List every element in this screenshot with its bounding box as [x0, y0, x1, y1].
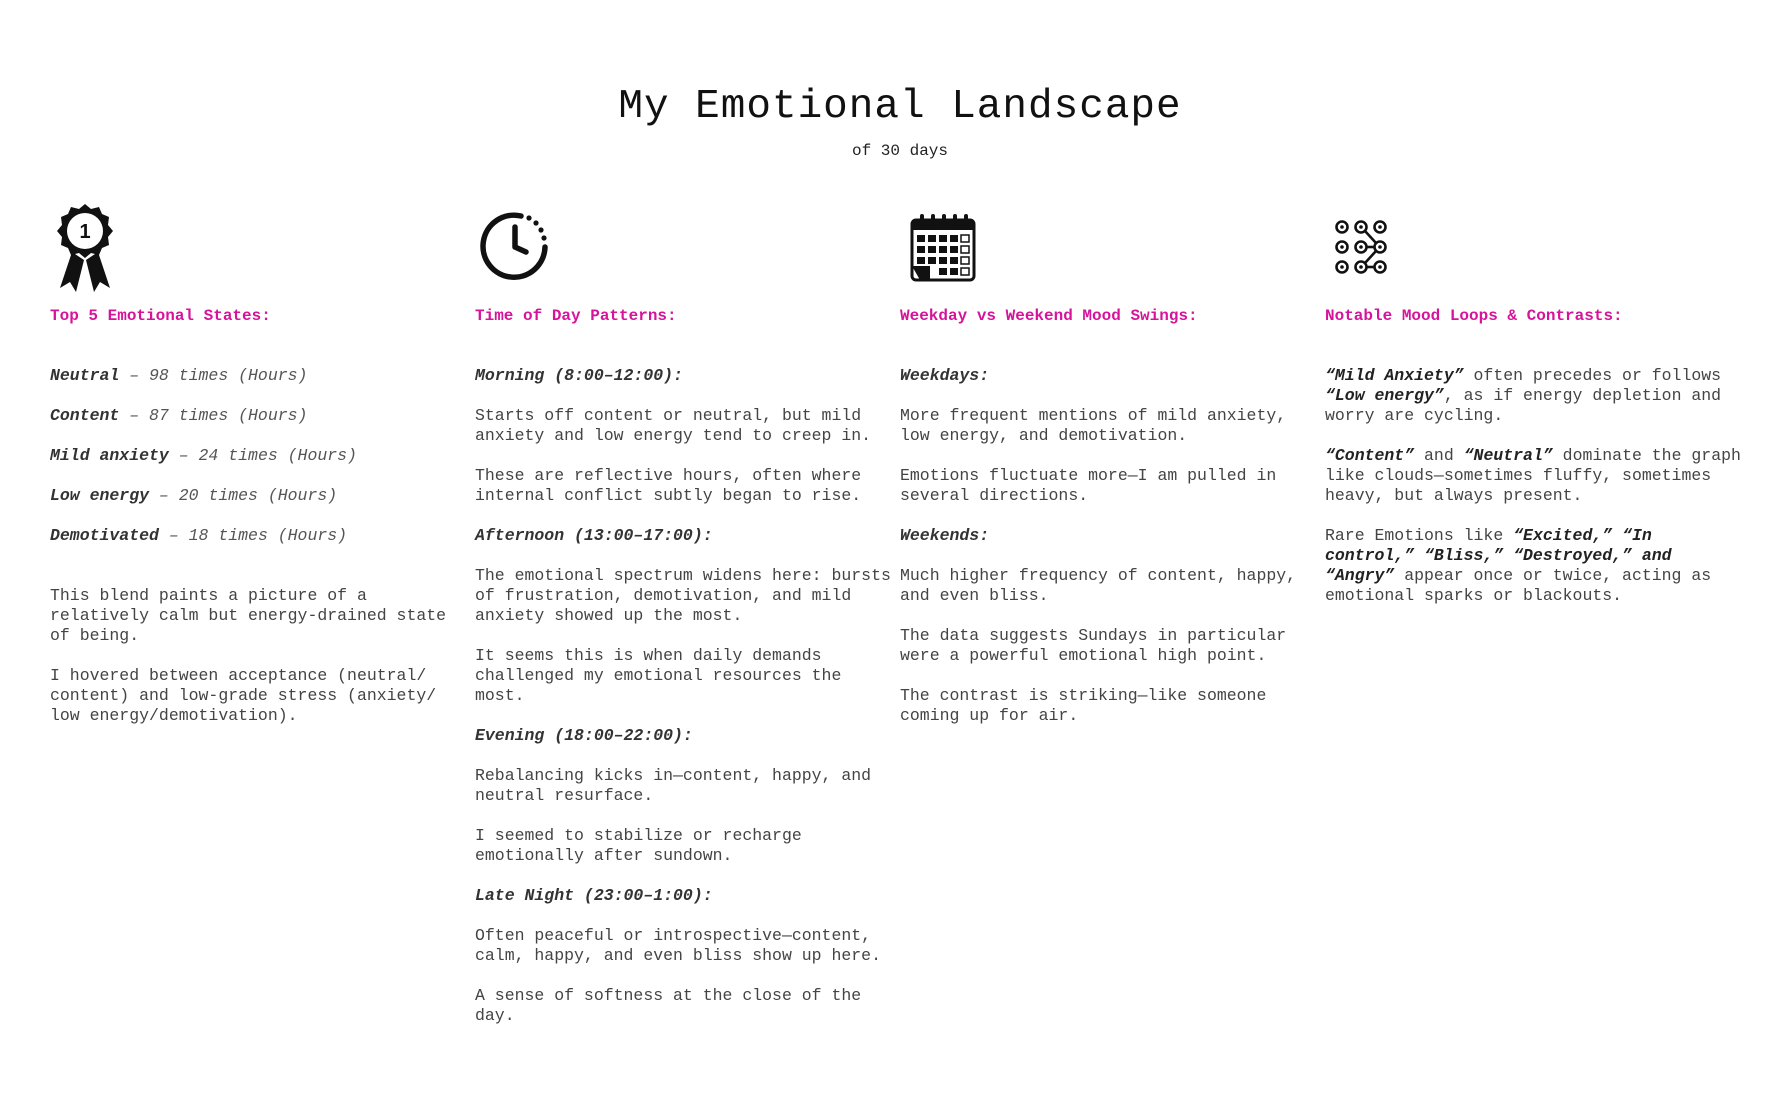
page-subtitle: of 30 days [851, 142, 948, 160]
emotion-term: “Content” [1325, 446, 1415, 465]
page-title: My Emotional Landscape [618, 84, 1182, 130]
late-night-label: Late Night (23:00–1:00): [475, 886, 713, 905]
afternoon-label: Afternoon (13:00–17:00): [475, 526, 713, 545]
state-count: – 98 times (Hours) [119, 366, 308, 385]
list-item [50, 526, 468, 546]
morning-paragraph: These are reflective hours, often where internal conflict subtly began to rise. [475, 466, 862, 505]
column-mood-loops [1325, 200, 1743, 606]
top-states-list [50, 366, 468, 546]
paragraph-text: dominate the graph like clouds—sometimes fluffy, sometimes heavy, but always present. [1325, 446, 1741, 505]
state-name: Content [50, 406, 120, 425]
state-count: – 24 times (Hours) [168, 446, 357, 465]
network-dots-icon [1325, 200, 1405, 298]
calendar-icon [900, 200, 980, 298]
emotion-term: “Mild Anxiety” [1325, 366, 1464, 385]
state-name: Neutral [50, 366, 120, 385]
emotion-term: “Neutral” [1463, 446, 1553, 465]
weekdays-paragraph: Emotions fluctuate more—I am pulled in several directions. [900, 466, 1277, 505]
weekends-label: Weekends: [900, 526, 990, 545]
mood-loop-paragraph [1325, 446, 1743, 506]
paragraph-text: , as if energy depletion and worry are cycling. [1325, 386, 1722, 425]
weekday-weekend-heading: Weekday vs Weekend Mood Swings: [900, 307, 1198, 325]
late-night-paragraph: Often peaceful or introspective—content, calm, happy, and even bliss show up here. [475, 926, 881, 965]
emotion-term: “Low energy” [1325, 386, 1444, 405]
award-ribbon-icon [50, 200, 120, 298]
list-item [50, 446, 468, 466]
list-item [50, 366, 468, 386]
afternoon-paragraph: It seems this is when daily demands challenged my emotional resources the most. [475, 646, 842, 705]
state-name: Low energy [50, 486, 150, 505]
column-top-states [50, 200, 468, 726]
mood-loop-paragraph [1325, 366, 1743, 426]
morning-paragraph: Starts off content or neutral, but mild anxiety and low energy tend to creep in. [475, 406, 872, 445]
paragraph-text: appear once or twice, acting as emotional sparks or blackouts. [1325, 566, 1712, 605]
state-count: – 18 times (Hours) [158, 526, 348, 545]
evening-paragraph: Rebalancing kicks in—content, happy, and neutral resurface. [475, 766, 872, 805]
top-states-heading: Top 5 Emotional States: [50, 307, 271, 325]
paragraph-text: Rare Emotions like [1325, 526, 1514, 545]
column-time-of-day [475, 200, 893, 1026]
weekends-paragraph: The data suggests Sundays in particular were a powerful emotional high point. [900, 626, 1287, 665]
time-of-day-heading: Time of Day Patterns: [475, 307, 677, 325]
mood-loop-paragraph [1325, 526, 1743, 606]
state-name: Demotivated [50, 526, 159, 545]
mood-loops-heading: Notable Mood Loops & Contrasts: [1325, 307, 1623, 325]
paragraph-text: often precedes or follows [1463, 366, 1722, 385]
late-night-paragraph: A sense of softness at the close of the day. [475, 986, 862, 1025]
weekdays-label: Weekdays: [900, 366, 990, 385]
evening-paragraph: I seemed to stabilize or recharge emotionally after sundown. [475, 826, 802, 865]
summary-paragraph: I hovered between acceptance (neutral/ content) and low-grade stress (anxiety/ low energy/demotivation). [50, 666, 437, 725]
weekends-paragraph: The contrast is striking—like someone coming up for air. [900, 686, 1267, 725]
state-count: – 87 times (Hours) [119, 406, 308, 425]
morning-label: Morning (8:00–12:00): [475, 366, 683, 385]
list-item [50, 406, 468, 426]
emotion-term: “Excited,” “In control,” “Bliss,” “Destroyed,” and “Angry” [1325, 526, 1672, 585]
clock-icon [475, 200, 555, 298]
list-item [50, 486, 468, 506]
afternoon-paragraph: The emotional spectrum widens here: bursts of frustration, demotivation, and mild anxiety showed up the most. [475, 566, 891, 625]
column-weekday-weekend [900, 200, 1318, 726]
state-count: – 20 times (Hours) [149, 486, 338, 505]
weekdays-paragraph: More frequent mentions of mild anxiety, low energy, and demotivation. [900, 406, 1287, 445]
state-name: Mild anxiety [50, 446, 169, 465]
summary-paragraph: This blend paints a picture of a relatively calm but energy-drained state of being. [50, 586, 447, 645]
svg-text:1: 1 [79, 221, 91, 243]
evening-label: Evening (18:00–22:00): [475, 726, 693, 745]
paragraph-text: and [1414, 446, 1464, 465]
weekends-paragraph: Much higher frequency of content, happy, and even bliss. [900, 566, 1297, 605]
